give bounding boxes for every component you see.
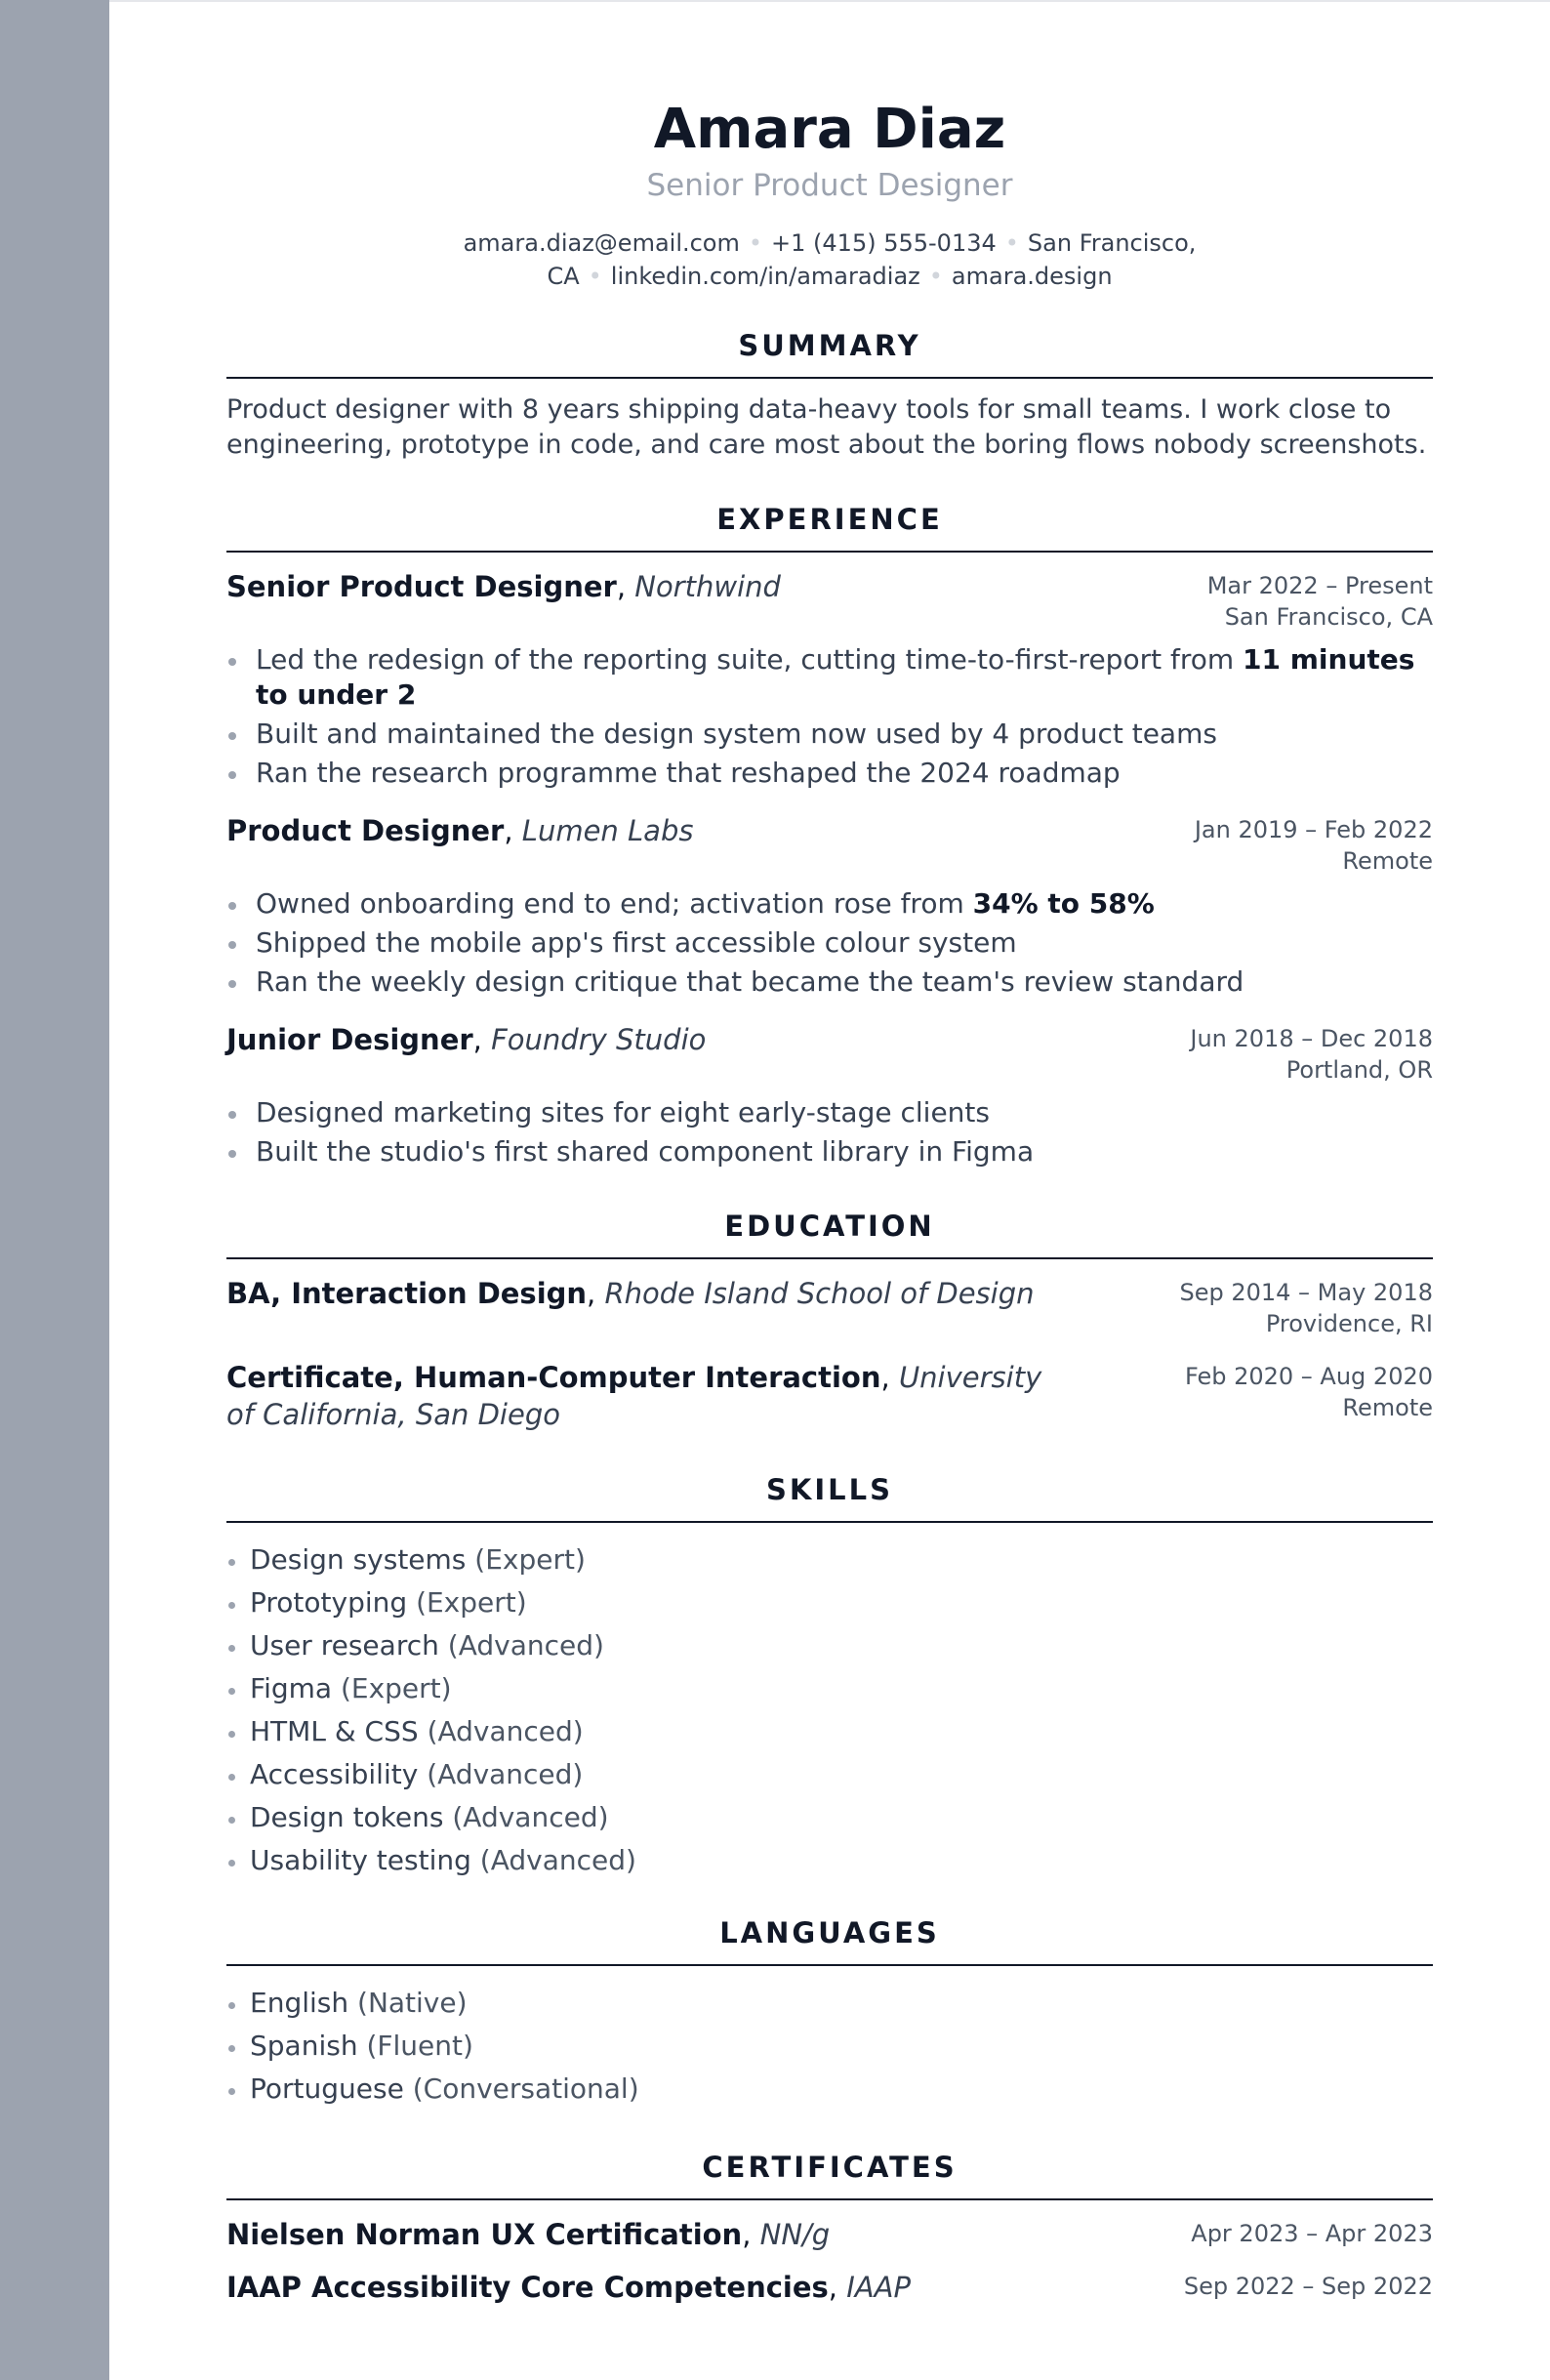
separator-dot: • [1004, 229, 1019, 257]
certificate-name: Nielsen Norman UX Certification [226, 2218, 743, 2251]
section-title-experience: EXPERIENCE [716, 503, 943, 536]
job-company: Lumen Labs [521, 814, 694, 847]
education-degree: BA, Interaction Design [226, 1277, 588, 1310]
job-dates: Jun 2018 – Dec 2018 [1190, 1025, 1433, 1052]
job-entry: Senior Product Designer, Northwind Mar 2022 – Present San Francisco, CA Led the redesign of the reporting suite, cutting time-to-first-report from 11 minutes to under 2 Built and maintained the design system now used by 4 product teams Ran the research programme that reshaped the 2024 roadmap [226, 570, 1433, 789]
certificate-dates: Apr 2023 – Apr 2023 [1191, 2220, 1433, 2247]
language-item: Portuguese (Conversational) [226, 2068, 1433, 2111]
education-school: Rhode Island School of Design [604, 1277, 1035, 1310]
certificate-entry: Nielsen Norman UX Certification, NN/g Apr 2023 – Apr 2023 [226, 2218, 1433, 2251]
certificate-name: IAAP Accessibility Core Competencies [226, 2271, 829, 2304]
skill-item: Prototyping (Expert) [226, 1581, 1433, 1624]
skill-item: Figma (Expert) [226, 1667, 1433, 1710]
certificates-section [226, 2150, 1433, 2306]
job-bullets [226, 886, 1433, 1000]
resume-page [226, 0, 1433, 2306]
list-item: Owned onboarding end to end; activation rose from 34% to 58% [226, 886, 1433, 922]
education-dates: Sep 2014 – May 2018 [1179, 1279, 1433, 1306]
education-location: Remote [1342, 1394, 1433, 1421]
job-location: Remote [1342, 847, 1433, 875]
contact-email[interactable]: amara.diaz@email.com [463, 229, 740, 257]
candidate-name: Amara Diaz [653, 98, 1006, 161]
job-role: Senior Product Designer [226, 570, 617, 603]
section-divider [226, 1964, 1433, 1966]
education-school: University of California, San Diego [226, 1361, 1042, 1431]
contact-line [429, 226, 1230, 293]
education-degree: Certificate, Human-Computer Interaction [226, 1361, 881, 1394]
section-divider [226, 551, 1433, 553]
list-item: Built and maintained the design system now used by 4 product teams [226, 717, 1433, 752]
skill-item: Usability testing (Advanced) [226, 1839, 1433, 1882]
job-role: Junior Designer [226, 1023, 473, 1056]
contact-linkedin[interactable]: linkedin.com/in/amaradiaz [610, 263, 920, 290]
skills-list [226, 1539, 1433, 1882]
languages-list [226, 1982, 1433, 2111]
section-divider [226, 1521, 1433, 1523]
list-item: Designed marketing sites for eight early-stage clients [226, 1095, 1433, 1130]
section-divider [226, 2198, 1433, 2200]
list-item: Ran the weekly design critique that became the team's review standard [226, 964, 1433, 1000]
section-title-summary: SUMMARY [738, 329, 921, 362]
certificate-issuer: NN/g [759, 2218, 831, 2251]
contact-location: San Francisco, CA [547, 229, 1197, 290]
contact-phone[interactable]: +1 (415) 555-0134 [771, 229, 997, 257]
separator-dot: • [928, 263, 943, 290]
job-dates: Jan 2019 – Feb 2022 [1194, 816, 1433, 843]
list-item: Ran the research programme that reshaped the 2024 roadmap [226, 756, 1433, 791]
languages-section [226, 1915, 1433, 2111]
separator-dot: • [748, 229, 763, 257]
skill-item: Design tokens (Advanced) [226, 1796, 1433, 1839]
candidate-headline: Senior Product Designer [646, 168, 1013, 203]
section-divider [226, 377, 1433, 379]
section-title-certificates: CERTIFICATES [702, 2151, 958, 2184]
education-entry: Certificate, Human-Computer Interaction, University of California, San Diego Feb 2020 – Aug 2020 Remote [226, 1361, 1433, 1431]
job-location: Portland, OR [1285, 1056, 1433, 1084]
skill-item: User research (Advanced) [226, 1624, 1433, 1667]
job-location: San Francisco, CA [1224, 603, 1433, 631]
education-entry: BA, Interaction Design, Rhode Island School of Design Sep 2014 – May 2018 Providence, RI [226, 1277, 1433, 1337]
certificate-issuer: IAAP [846, 2271, 911, 2304]
certificate-entry: IAAP Accessibility Core Competencies, IAAP Sep 2022 – Sep 2022 [226, 2271, 1433, 2304]
education-dates: Feb 2020 – Aug 2020 [1184, 1363, 1433, 1390]
list-item: Shipped the mobile app's first accessible colour system [226, 925, 1433, 961]
section-title-languages: LANGUAGES [719, 1916, 940, 1949]
job-role: Product Designer [226, 814, 505, 847]
skill-item: Design systems (Expert) [226, 1539, 1433, 1581]
summary-text: Product designer with 8 years shipping data-heavy tools for small teams. I work close to engineering, prototype in code, and care most about the boring flows nobody screenshots. [226, 394, 1427, 460]
section-title-skills: SKILLS [766, 1473, 893, 1506]
job-company: Northwind [634, 570, 781, 603]
job-company: Foundry Studio [491, 1023, 707, 1056]
skill-item: HTML & CSS (Advanced) [226, 1710, 1433, 1753]
language-item: Spanish (Fluent) [226, 2025, 1433, 2068]
job-dates: Mar 2022 – Present [1206, 572, 1433, 599]
job-entry: Product Designer, Lumen Labs Jan 2019 – Feb 2022 Remote Owned onboarding end to end; activation rose from 34% to 58% Shipped the mobile app's first accessible colour system Ran the weekly design critique that became the team's review standard [226, 814, 1433, 998]
section-divider [226, 1257, 1433, 1259]
section-title-education: EDUCATION [724, 1210, 935, 1243]
education-section [226, 1209, 1433, 1433]
list-item: Led the redesign of the reporting suite, cutting time-to-first-report from 11 minutes to under 2 [226, 642, 1433, 713]
summary-section [226, 328, 1433, 463]
experience-section [226, 502, 1433, 1169]
contact-website[interactable]: amara.design [951, 263, 1113, 290]
language-item: English (Native) [226, 1982, 1433, 2025]
job-bullets [226, 642, 1433, 791]
sidebar-accent [0, 0, 109, 2380]
list-item: Built the studio's first shared component library in Figma [226, 1134, 1433, 1169]
separator-dot: • [588, 263, 602, 290]
certificate-dates: Sep 2022 – Sep 2022 [1183, 2273, 1433, 2300]
skills-section [226, 1472, 1433, 1882]
education-location: Providence, RI [1265, 1310, 1433, 1337]
job-entry: Junior Designer, Foundry Studio Jun 2018 – Dec 2018 Portland, OR Designed marketing sites for eight early-stage clients Built the studio's first shared component library in Figma [226, 1023, 1433, 1168]
skill-item: Accessibility (Advanced) [226, 1753, 1433, 1796]
job-bullets [226, 1095, 1433, 1169]
